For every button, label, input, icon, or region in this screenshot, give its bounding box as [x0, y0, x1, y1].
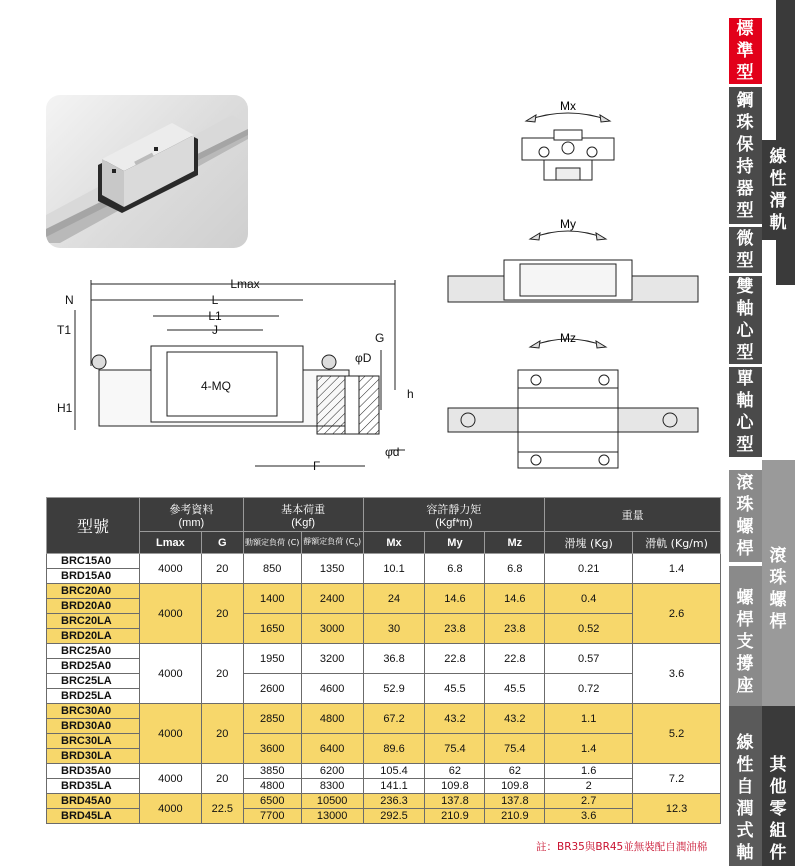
moment-diagrams [440, 90, 710, 470]
block-weight-cell: 3.6 [545, 809, 633, 824]
mz-cell: 14.6 [485, 584, 545, 614]
header-ref-unit: (mm) [178, 516, 205, 529]
mx-cell: 67.2 [363, 704, 425, 734]
col-static-load [301, 532, 363, 554]
dynamic-load-cell: 1400 [243, 584, 301, 614]
product-photo [46, 95, 248, 248]
my-cell: 75.4 [425, 734, 485, 764]
dynamic-load-cell: 850 [243, 554, 301, 584]
table-row [47, 704, 721, 719]
model-cell: BRD15A0 [47, 569, 140, 584]
lmax-cell: 4000 [139, 644, 201, 704]
tab-self-lub-label: 線性自潤式軸 [736, 733, 754, 863]
mz-cell: 22.8 [485, 644, 545, 674]
tab-single-axis-label: 單軸心型 [736, 369, 754, 455]
mx-cell: 52.9 [363, 674, 425, 704]
table-row [47, 584, 721, 599]
block-weight-cell: 0.57 [545, 644, 633, 674]
my-cell: 210.9 [425, 809, 485, 824]
dim-4mq: 4-MQ [201, 379, 231, 393]
header-weight: 重量 [545, 498, 721, 532]
mz-cell: 210.9 [485, 809, 545, 824]
col-my: My [425, 532, 485, 554]
dynamic-load-cell: 3600 [243, 734, 301, 764]
rail-weight-cell: 3.6 [633, 644, 721, 704]
block-weight-cell: 2 [545, 779, 633, 794]
label-mz: Mz [560, 331, 576, 345]
table-row [47, 554, 721, 569]
dim-h1: H1 [57, 401, 73, 415]
g-cell: 20 [201, 584, 243, 644]
tab-self-lubricating[interactable] [729, 706, 762, 866]
model-cell: BRC15A0 [47, 554, 140, 569]
category-other-parts-label: 其他零組件 [769, 755, 787, 863]
tab-ball-screw[interactable] [729, 470, 762, 562]
my-cell: 22.8 [425, 644, 485, 674]
tab-standard-label: 標準型 [736, 19, 754, 83]
static-load-cell: 6400 [301, 734, 363, 764]
category-ball-screw-label: 滾珠螺桿 [769, 546, 787, 632]
mz-cell: 45.5 [485, 674, 545, 704]
block-weight-cell: 0.52 [545, 614, 633, 644]
dim-l: L [211, 293, 219, 307]
block-weight-cell: 0.4 [545, 584, 633, 614]
category-linear-slide-label: 線性滑軌 [769, 147, 787, 233]
static-load-cell: 10500 [301, 794, 363, 809]
mx-cell: 24 [363, 584, 425, 614]
my-cell: 6.8 [425, 554, 485, 584]
mz-cell: 43.2 [485, 704, 545, 734]
block-weight-cell: 1.4 [545, 734, 633, 764]
my-cell: 45.5 [425, 674, 485, 704]
model-cell: BRD35A0 [47, 764, 140, 779]
g-cell: 20 [201, 704, 243, 764]
model-cell: BRD20A0 [47, 599, 140, 614]
tab-micro-label: 微型 [736, 229, 754, 271]
dynamic-load-cell: 7700 [243, 809, 301, 824]
label-my: My [560, 217, 576, 231]
static-load-cell: 3000 [301, 614, 363, 644]
tab-steel-ball-label: 鋼珠保持器型 [736, 90, 754, 221]
tab-single-axis[interactable] [729, 367, 762, 457]
rail-weight-cell: 7.2 [633, 764, 721, 794]
model-cell: BRD45LA [47, 809, 140, 824]
header-load-label: 基本荷重 [281, 502, 326, 516]
col-mz: Mz [485, 532, 545, 554]
lmax-cell: 4000 [139, 554, 201, 584]
category-ball-screw[interactable] [762, 460, 795, 718]
tab-standard[interactable] [729, 18, 762, 84]
tab-ball-screw-label: 滾珠螺桿 [736, 473, 754, 559]
col-stat-sub: o [354, 541, 359, 549]
col-stat-label: 靜額定負荷 (C [303, 537, 355, 547]
g-cell: 20 [201, 644, 243, 704]
model-cell: BRD25A0 [47, 659, 140, 674]
dynamic-load-cell: 1650 [243, 614, 301, 644]
col-mx: Mx [363, 532, 425, 554]
tab-micro[interactable] [729, 227, 762, 273]
dynamic-load-cell: 6500 [243, 794, 301, 809]
spec-table-body [47, 554, 721, 824]
table-row [47, 644, 721, 659]
table-row [47, 794, 721, 809]
mx-cell: 10.1 [363, 554, 425, 584]
model-cell: BRC20A0 [47, 584, 140, 599]
col-block-weight: 滑塊 (Kg) [545, 532, 633, 554]
mx-cell: 30 [363, 614, 425, 644]
dynamic-load-cell: 2850 [243, 704, 301, 734]
rail-weight-cell: 2.6 [633, 584, 721, 644]
dim-n: N [65, 293, 74, 307]
footnote: 註：BR35與BR45並無裝配自潤油棉 [536, 841, 708, 853]
my-cell: 43.2 [425, 704, 485, 734]
header-moment-unit: (Kgf*m) [435, 516, 473, 529]
dynamic-load-cell: 1950 [243, 644, 301, 674]
label-mx: Mx [560, 99, 576, 113]
block-weight-cell: 1.1 [545, 704, 633, 734]
mz-cell: 75.4 [485, 734, 545, 764]
static-load-cell: 3200 [301, 644, 363, 674]
block-weight-cell: 0.72 [545, 674, 633, 704]
model-cell: BRD35LA [47, 779, 140, 794]
model-cell: BRC30LA [47, 734, 140, 749]
dim-l1: L1 [208, 309, 222, 323]
dim-lmax: Lmax [230, 277, 260, 291]
model-cell: BRD25LA [47, 689, 140, 704]
my-cell: 109.8 [425, 779, 485, 794]
linear-guide-photo [46, 95, 248, 248]
mz-cell: 109.8 [485, 779, 545, 794]
header-ref-label: 參考資料 [169, 502, 214, 516]
tab-double-axis-label: 雙軸心型 [736, 277, 754, 363]
header-ref [139, 498, 243, 532]
block-weight-cell: 0.21 [545, 554, 633, 584]
g-cell: 22.5 [201, 794, 243, 824]
dynamic-load-cell: 2600 [243, 674, 301, 704]
g-cell: 20 [201, 554, 243, 584]
static-load-cell: 4800 [301, 704, 363, 734]
header-model: 型號 [47, 498, 140, 554]
tab-screw-support-label: 螺桿支撐座 [736, 588, 754, 696]
my-cell: 14.6 [425, 584, 485, 614]
category-other-parts[interactable] [762, 706, 795, 866]
static-load-cell: 4600 [301, 674, 363, 704]
model-cell: BRD45A0 [47, 794, 140, 809]
my-cell: 137.8 [425, 794, 485, 809]
dim-j: J [212, 323, 218, 337]
mz-cell: 23.8 [485, 614, 545, 644]
header-moment [363, 498, 545, 532]
col-rail-weight: 滑軌 (Kg/m) [633, 532, 721, 554]
tab-steel-ball-retainer[interactable] [729, 87, 762, 224]
mx-cell: 89.6 [363, 734, 425, 764]
col-dyn-label: 動額定負荷 (C) [245, 538, 300, 547]
col-g: G [201, 532, 243, 554]
mx-cell: 105.4 [363, 764, 425, 779]
model-cell: BRC25A0 [47, 644, 140, 659]
static-load-cell: 2400 [301, 584, 363, 614]
lmax-cell: 4000 [139, 704, 201, 764]
model-cell: BRD30LA [47, 749, 140, 764]
model-cell: BRC20LA [47, 614, 140, 629]
header-load-unit: (Kgf) [291, 516, 316, 529]
mz-cell: 62 [485, 764, 545, 779]
dim-g: G [375, 331, 385, 345]
static-load-cell: 1350 [301, 554, 363, 584]
rail-weight-cell: 5.2 [633, 704, 721, 764]
tab-screw-support[interactable] [729, 566, 762, 718]
header-load [243, 498, 363, 532]
category-linear-slide[interactable] [762, 140, 795, 240]
dynamic-load-cell: 3850 [243, 764, 301, 779]
col-stat-end: ) [358, 537, 362, 547]
static-load-cell: 6200 [301, 764, 363, 779]
mx-cell: 141.1 [363, 779, 425, 794]
g-cell: 20 [201, 764, 243, 794]
header-moment-label: 容許靜力矩 [426, 502, 482, 516]
dim-phi-d-lower: φd [385, 445, 400, 459]
dynamic-load-cell: 4800 [243, 779, 301, 794]
model-cell: BRC30A0 [47, 704, 140, 719]
dim-t1: T1 [57, 323, 72, 337]
my-cell: 23.8 [425, 614, 485, 644]
tab-double-axis[interactable] [729, 276, 762, 364]
mz-cell: 137.8 [485, 794, 545, 809]
lmax-cell: 4000 [139, 794, 201, 824]
spec-table [46, 497, 721, 824]
mx-cell: 236.3 [363, 794, 425, 809]
dim-phi-d-upper: φD [355, 351, 372, 365]
col-lmax: Lmax [139, 532, 201, 554]
my-cell: 62 [425, 764, 485, 779]
col-dynamic-load [243, 532, 301, 554]
mx-cell: 292.5 [363, 809, 425, 824]
mx-cell: 36.8 [363, 644, 425, 674]
mx-arrow [528, 113, 608, 120]
model-cell: BRD20LA [47, 629, 140, 644]
lmax-cell: 4000 [139, 584, 201, 644]
lmax-cell: 4000 [139, 764, 201, 794]
dimension-drawing [55, 270, 425, 480]
model-cell: BRC25LA [47, 674, 140, 689]
dim-h: h [407, 387, 414, 401]
mz-cell: 6.8 [485, 554, 545, 584]
block-weight-cell: 2.7 [545, 794, 633, 809]
static-load-cell: 8300 [301, 779, 363, 794]
rail-weight-cell: 1.4 [633, 554, 721, 584]
model-cell: BRD30A0 [47, 719, 140, 734]
dim-f: F [313, 459, 321, 473]
rail-weight-cell: 12.3 [633, 794, 721, 824]
table-row [47, 764, 721, 779]
static-load-cell: 13000 [301, 809, 363, 824]
block-weight-cell: 1.6 [545, 764, 633, 779]
